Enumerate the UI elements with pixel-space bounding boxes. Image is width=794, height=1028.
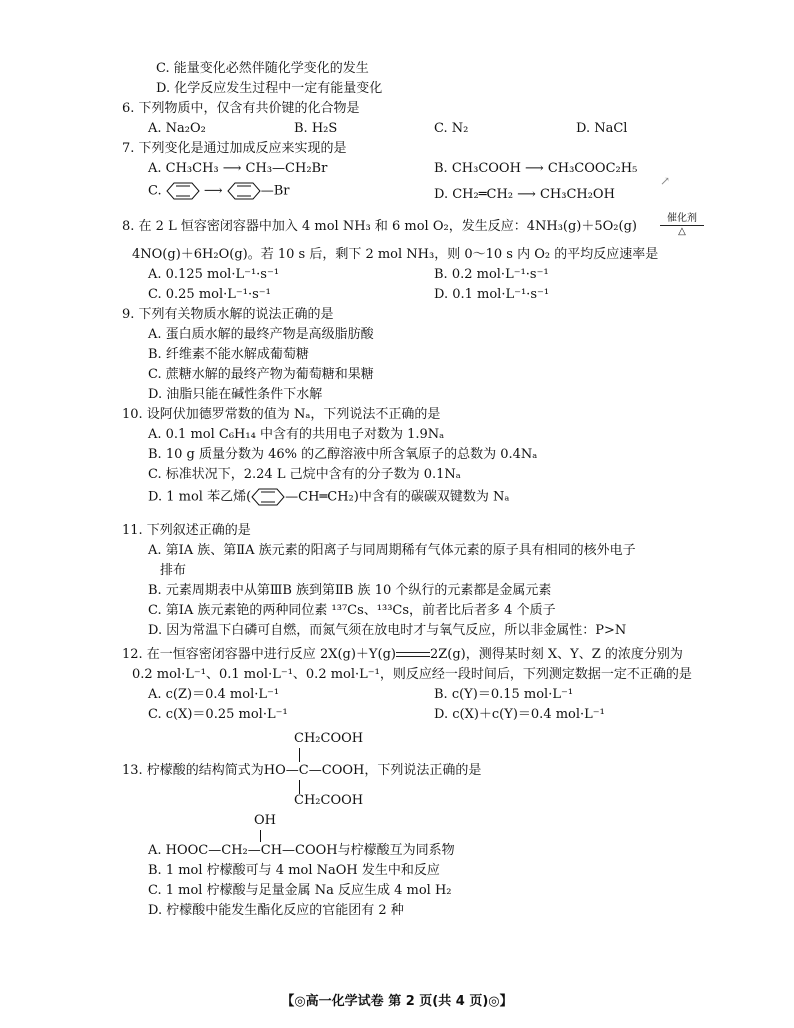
q11-stem: 11. 下列叙述正确的是 [122,523,251,538]
q13-option-b: B. 1 mol 柠檬酸可与 4 mol NaOH 发生中和反应 [148,863,440,878]
q7-stem: 7. 下列变化是通过加成反应来实现的是 [122,141,347,156]
q13-option-c: C. 1 mol 柠檬酸与足量金属 Na 反应生成 4 mol H₂ [148,883,452,898]
benzene-ring-icon [227,182,261,200]
q10-option-d-suffix: )中含有的碳碳双键数为 Nₐ [353,489,510,505]
q11-option-c: C. 第ⅠA 族元素铯的两种同位素 ¹³⁷Cs、¹³³Cs，前者比后者多 4 个质子 [148,603,556,618]
q13-stem: 13. 柠檬酸的结构简式为HO—C—COOH，下列说法正确的是 [122,763,482,778]
q8-option-d: D. 0.1 mol·L⁻¹·s⁻¹ [434,287,550,302]
reaction-arrow: ⟶ [203,183,223,199]
q8-option-c: C. 0.25 mol·L⁻¹·s⁻¹ [148,287,271,302]
equilibrium-arrow-icon [396,650,430,660]
q10-option-d [148,488,509,507]
q13-option-a: A. HOOC—CH₂—CH—COOH与柠檬酸互为同系物 [148,843,455,858]
q11-option-a-line1: A. 第ⅠA 族、第ⅡA 族元素的阳离子与同周期稀有气体元素的原子具有相同的核外电子 [148,543,636,558]
q8-stem-line2: 4NO(g)＋6H₂O(g)。若 10 s 后，剩下 2 mol NH₃，则 0～10 s 内 O₂ 的平均反应速率是 [132,247,659,262]
q6-stem: 6. 下列物质中，仅含有共价键的化合物是 [122,101,360,116]
vinyl-group: —CH═CH₂ [285,489,354,505]
q12-stem-part1: 12. 在一恒容密闭容器中进行反应 2X(g)＋Y(g) [122,647,396,662]
q6-option-b: B. H₂S [294,121,338,136]
q7-option-d: D. CH₂═CH₂ ⟶ CH₃CH₂OH [434,187,615,202]
q11-option-d: D. 因为常温下白磷可自燃，而氮气须在放电时才与氧气反应，所以非金属性：P>N [148,623,627,638]
q9-option-c: C. 蔗糖水解的最终产物为葡萄糖和果糖 [148,367,374,382]
q13-oh-label: OH [254,813,276,828]
q8-option-a: A. 0.125 mol·L⁻¹·s⁻¹ [148,267,280,282]
q8-option-b: B. 0.2 mol·L⁻¹·s⁻¹ [434,267,549,282]
q7-option-b: B. CH₃COOH ⟶ CH₃COOC₂H₅ [434,161,638,176]
cursor-mark-icon: ↗ [660,174,671,188]
bond-line [260,830,261,842]
q5-option-c: C. 能量变化必然伴随化学变化的发生 [156,61,369,76]
benzene-ring-icon [166,182,200,200]
catalyst-label: 催化剂 [660,212,704,226]
q12-stem-line1 [122,646,683,664]
q6-option-c: C. N₂ [434,121,469,136]
q9-option-b: B. 纤维素不能水解成葡萄糖 [148,347,309,362]
q12-option-c: C. c(X)＝0.25 mol·L⁻¹ [148,707,288,722]
page-footer [0,990,794,1009]
q10-option-a: A. 0.1 mol C₆H₁₄ 中含有的共用电子对数为 1.9Nₐ [148,427,445,442]
q10-stem: 10. 设阿伏加德罗常数的值为 Nₐ，下列说法不正确的是 [122,407,441,422]
q12-option-d: D. c(X)＋c(Y)＝0.4 mol·L⁻¹ [434,707,605,722]
q9-option-a: A. 蛋白质水解的最终产物是高级脂肪酸 [148,327,374,342]
q9-stem: 9. 下列有关物质水解的说法正确的是 [122,307,334,322]
q12-stem-part2: 2Z(g)，测得某时刻 X、Y、Z 的浓度分别为 [429,647,683,662]
q10-option-c: C. 标准状况下，2.24 L 己烷中含有的分子数为 0.1Nₐ [148,467,461,482]
benzene-ring-icon [251,488,285,506]
q12-option-a: A. c(Z)＝0.4 mol·L⁻¹ [148,687,280,702]
footer-text: 【◎高一化学试卷 第 2 页(共 4 页)◎】 [281,994,513,1009]
q7-option-c [148,182,289,201]
q7-option-c-label: C. [148,183,162,199]
catalyst-condition [660,212,704,237]
q10-option-b: B. 10 g 质量分数为 46% 的乙醇溶液中所含氧原子的总数为 0.4Nₐ [148,447,538,462]
q13-option-d: D. 柠檬酸中能发生酯化反应的官能团有 2 种 [148,903,404,918]
q9-option-d: D. 油脂只能在碱性条件下水解 [148,387,323,402]
q11-option-a-line2: 排布 [160,563,187,578]
q6-option-a: A. Na₂O₂ [148,121,206,136]
q11-option-b: B. 元素周期表中从第ⅢB 族到第ⅡB 族 10 个纵行的元素都是金属元素 [148,583,552,598]
bond-line [299,748,300,762]
heat-symbol: △ [678,226,686,237]
q5-option-d: D. 化学反应发生过程中一定有能量变化 [156,81,383,96]
q6-option-d: D. NaCl [576,121,628,136]
q10-option-d-prefix: D. 1 mol 苯乙烯( [148,489,252,505]
q12-option-b: B. c(Y)＝0.15 mol·L⁻¹ [434,687,574,702]
q8-stem-line1: 8. 在 2 L 恒容密闭容器中加入 4 mol NH₃ 和 6 mol O₂，发生反应：4NH₃(g)＋5O₂(g) [122,219,637,234]
q7-option-a: A. CH₃CH₃ ⟶ CH₃—CH₂Br [148,161,328,176]
q13-structure-top: CH₂COOH [294,731,364,746]
q12-stem-line2: 0.2 mol·L⁻¹、0.1 mol·L⁻¹、0.2 mol·L⁻¹，则反应经一段时间后，下列测定数据一定不正确的是 [132,667,692,682]
bromo-group: —Br [260,183,290,199]
q13-structure-bottom: CH₂COOH [294,793,364,808]
